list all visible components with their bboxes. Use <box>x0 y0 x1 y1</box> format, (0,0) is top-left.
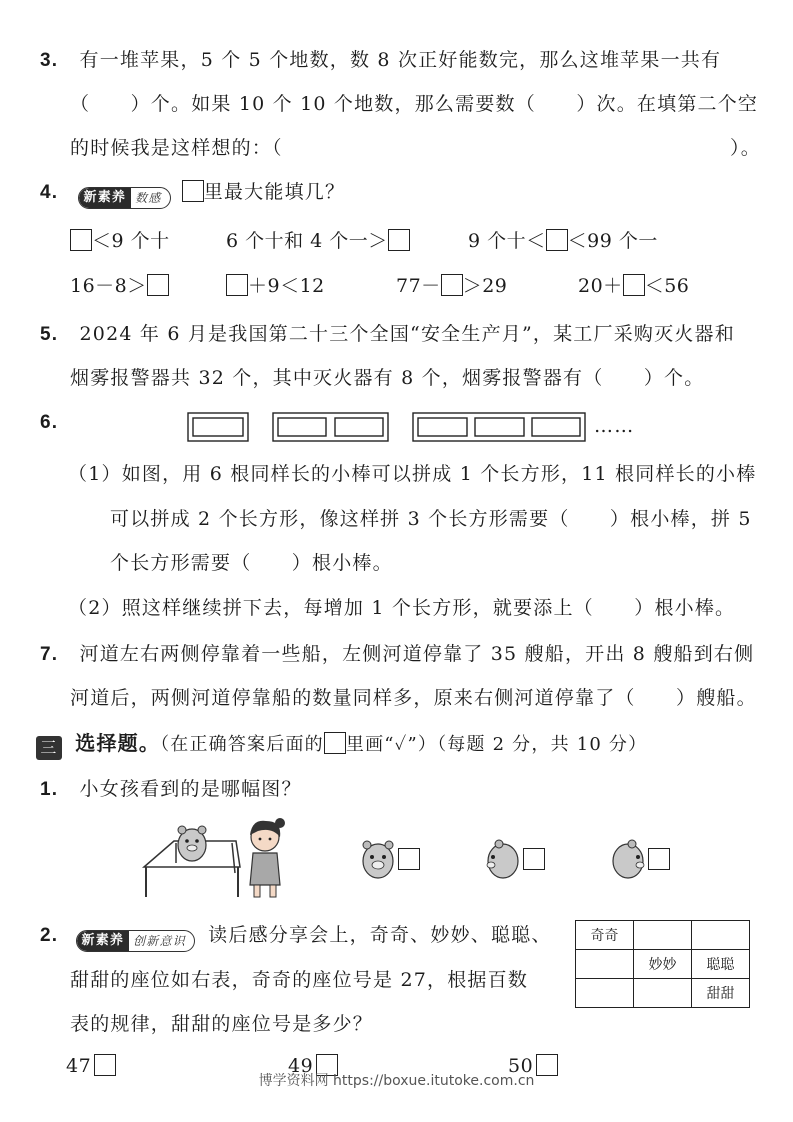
q6-header <box>40 410 58 435</box>
mc2-line2: 甜甜的座位如右表，奇奇的座位号是 27，根据百数 <box>70 969 529 991</box>
q4-expr-7-text-b: ＜56 <box>644 275 690 297</box>
q4-expr-2-text: 6 个十和 4 个一＞ <box>226 230 388 252</box>
q4-expr-7-text-a: 20＋ <box>578 275 623 297</box>
q6-p1-line2: 可以拼成 2 个长方形，像这样拼 3 个长方形需要（ ）根小棒，拼 5 <box>110 508 752 530</box>
mc1-question: 小女孩看到的是哪幅图？ <box>79 778 302 800</box>
watermark-footer: 博学资料网 https://boxue.itutoke.com.cn <box>258 1073 535 1089</box>
q4-expr-3-text-b: ＜99 个一 <box>567 230 658 252</box>
option-hamster-side-view-left <box>485 835 521 881</box>
mc2-option-3-label: 50 <box>508 1055 534 1077</box>
q4-expr-6 <box>396 274 507 298</box>
q4-expr-2-box[interactable] <box>388 229 410 251</box>
q6-ellipsis: …… <box>594 415 635 437</box>
q6-p1-line3: 个长方形需要（ ）根小棒。 <box>110 552 393 574</box>
q7-number: 7. <box>40 644 59 665</box>
stick-rect-1-inner <box>193 418 243 436</box>
q7-text-line1: 河道左右两侧停靠着一些船，左侧河道停靠了 35 艘船，开出 8 艘船到右侧 <box>79 643 755 665</box>
mc2-badge-dark: 新素养 <box>77 931 130 951</box>
seat-cell: 聪聪 <box>692 950 750 979</box>
q4-expr-1-box[interactable] <box>70 229 92 251</box>
q4-prompt-box <box>182 180 204 202</box>
q4-expr-4-box[interactable] <box>147 274 169 296</box>
mc2-badge <box>76 930 195 952</box>
q4-expr-2 <box>226 229 410 253</box>
q4-expr-6-box[interactable] <box>441 274 463 296</box>
q3-line1 <box>40 48 721 73</box>
q4-badge-light: 数感 <box>135 191 162 205</box>
q4-expr-6-text-b: ＞29 <box>462 275 508 297</box>
seat-cell <box>576 950 634 979</box>
stick-rect-1 <box>188 413 248 441</box>
section3-instr-box <box>324 732 346 754</box>
q3-line3a: 的时候我是这样想的：（ <box>70 137 283 159</box>
q4-number: 4. <box>40 182 59 203</box>
option-1-checkbox[interactable] <box>398 848 420 870</box>
seat-cell <box>692 921 750 950</box>
seat-cell: 妙妙 <box>634 950 692 979</box>
hamster-on-table <box>178 826 206 861</box>
section3-icon: 三 <box>36 736 62 760</box>
q4-badge-dark: 新素养 <box>79 188 132 208</box>
q7-line2: 河道后，两侧河道停靠船的数量同样多，原来右侧河道停靠了（ ）艘船。 <box>70 687 757 709</box>
q4-expr-4 <box>70 274 169 298</box>
table-row <box>576 921 750 950</box>
seat-table <box>575 920 750 1008</box>
mc1-line <box>40 777 302 802</box>
q4-expr-3 <box>468 229 658 253</box>
seat-cell <box>634 921 692 950</box>
q4-header <box>40 180 345 209</box>
q4-expr-1 <box>70 229 170 253</box>
option-3-checkbox[interactable] <box>648 848 670 870</box>
q4-expr-6-text-a: 77－ <box>396 275 441 297</box>
option-hamster-side-view-right <box>610 835 646 881</box>
section3-instr-a: （在正确答案后面的 <box>160 734 324 755</box>
option-2-checkbox[interactable] <box>523 848 545 870</box>
q4-expr-7-box[interactable] <box>623 274 645 296</box>
seat-cell: 奇奇 <box>576 921 634 950</box>
stick-rect-3 <box>413 413 585 441</box>
q3-line3b: ）。 <box>730 137 761 159</box>
seat-cell <box>576 979 634 1008</box>
stick-rect-2 <box>273 413 388 441</box>
mc2-number: 2. <box>40 925 59 946</box>
q5-line1 <box>40 322 735 347</box>
mc2-badge-light: 创新意识 <box>133 934 186 948</box>
stick-rectangles-figure <box>185 410 595 444</box>
section3-header <box>36 731 647 760</box>
q4-prompt: 里最大能填几？ <box>203 181 346 203</box>
mc1-number: 1. <box>40 779 59 800</box>
q5-text-line1: 2024 年 6 月是我国第二十三个全国“安全生产月”，某工厂采购灭火器和 <box>79 323 735 345</box>
seat-cell <box>634 979 692 1008</box>
seat-cell: 甜甜 <box>692 979 750 1008</box>
q4-expr-5-text: ＋9＜12 <box>248 275 325 297</box>
mc2-option-1-label: 47 <box>66 1055 92 1077</box>
section3-instr-b: 里画“✓”）（每题 2 分，共 10 分） <box>345 734 648 755</box>
q4-expr-3-text-a: 9 个十＜ <box>468 230 546 252</box>
table-hamster-girl-illustration <box>140 815 310 900</box>
mc2-line1 <box>40 923 552 952</box>
table-row <box>576 979 750 1008</box>
q6-p2-line1: （2）照这样继续拼下去，每增加 1 个长方形，就要添上（ ）根小棒。 <box>68 597 736 619</box>
q7-line1 <box>40 642 754 667</box>
q4-expr-5 <box>226 274 325 298</box>
q3-line2: （ ）个。如果 10 个 10 个地数，那么需要数（ ）次。在填第二个空 <box>70 93 759 115</box>
mc2-text-line1: 读后感分享会上，奇奇、妙妙、聪聪、 <box>208 924 552 946</box>
q4-badge <box>78 187 171 209</box>
option-hamster-front-view <box>360 835 396 881</box>
q5-line2: 烟雾报警器共 32 个，其中灭火器有 8 个，烟雾报警器有（ ）个。 <box>70 367 705 389</box>
q4-expr-4-text: 16－8＞ <box>70 275 147 297</box>
q4-expr-7 <box>578 274 689 298</box>
table-row <box>576 950 750 979</box>
q4-expr-3-box[interactable] <box>546 229 568 251</box>
q4-expr-5-box[interactable] <box>226 274 248 296</box>
q3-number: 3. <box>40 50 59 71</box>
q5-number: 5. <box>40 324 59 345</box>
q4-expr-1-text: ＜9 个十 <box>92 230 170 252</box>
q3-text-line1: 有一堆苹果，5 个 5 个地数，数 8 次正好能数完，那么这堆苹果一共有 <box>79 49 722 71</box>
q6-p1-line1: （1）如图，用 6 根同样长的小棒可以拼成 1 个长方形，11 根同样长的小棒 <box>68 463 757 485</box>
section3-title: 选择题。 <box>75 731 161 755</box>
q6-number: 6. <box>40 412 59 433</box>
girl-figure <box>250 818 285 897</box>
mc2-line3: 表的规律，甜甜的座位号是多少？ <box>70 1013 374 1035</box>
mc2-option-2-label: 49 <box>288 1055 314 1077</box>
